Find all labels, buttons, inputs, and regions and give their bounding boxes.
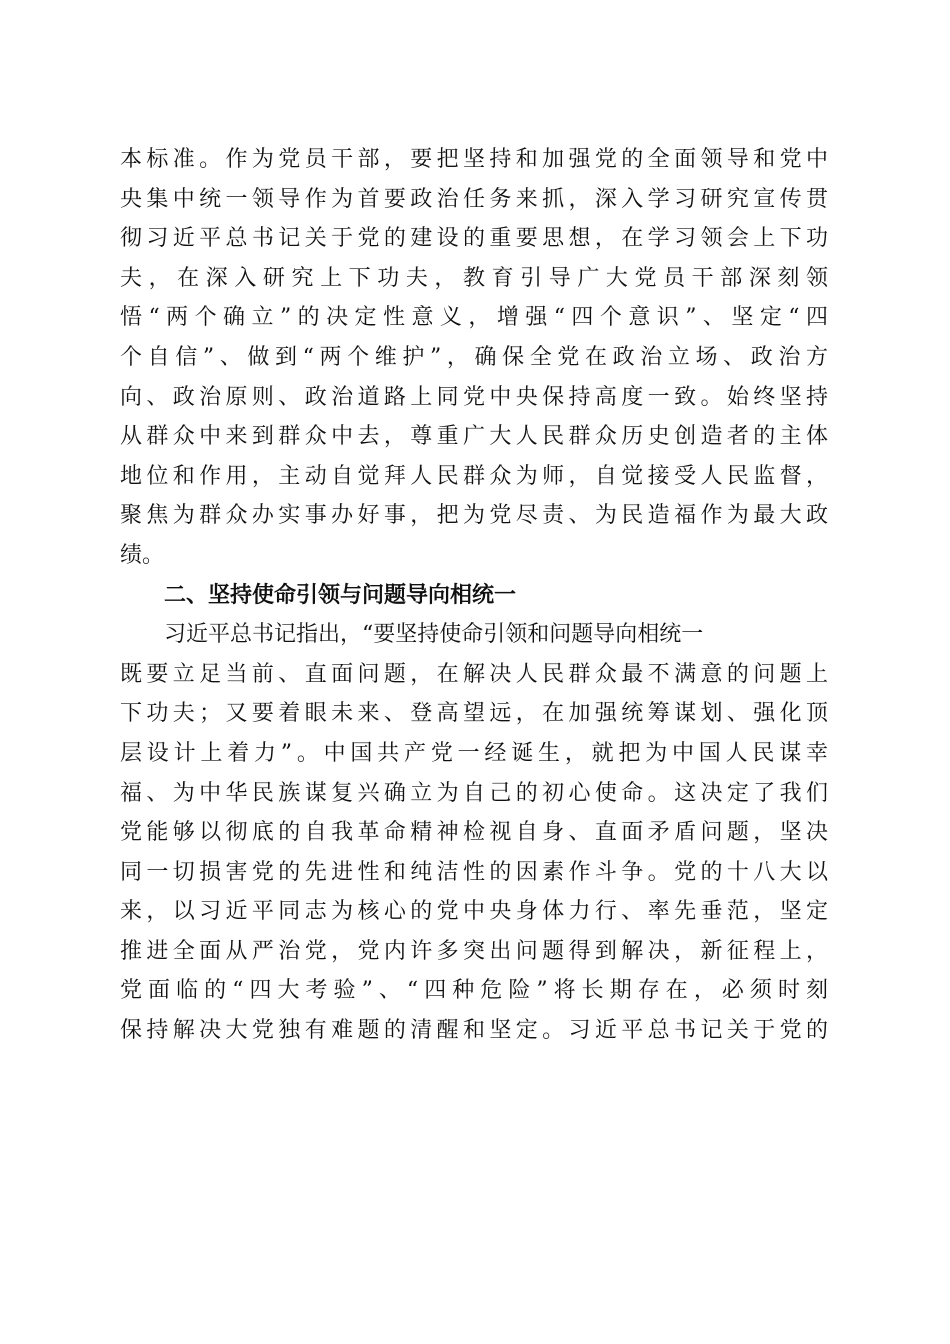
document-body bbox=[120, 140, 828, 1051]
paragraph-1-line: 从群众中来到群众中去，尊重广大人民群众历史创造者的主体 bbox=[120, 424, 828, 450]
paragraph-2-line: 层设计上着力”。中国共产党一经诞生，就把为中国人民谋幸 bbox=[120, 740, 828, 766]
paragraph-2-line: 党能够以彻底的自我革命精神检视自身、直面矛盾问题，坚决 bbox=[120, 820, 828, 846]
paragraph-1-line: 本标准。作为党员干部，要把坚持和加强党的全面领导和党中 bbox=[120, 147, 828, 172]
paragraph-1-line: 向、政治原则、政治道路上同党中央保持高度一致。始终坚持 bbox=[120, 384, 828, 410]
paragraph-2-line: 习近平总书记指出，“要坚持使命引领和问题导向相统一 bbox=[164, 622, 704, 648]
paragraph-1-line: 彻习近平总书记关于党的建设的重要思想，在学习领会上下功 bbox=[120, 226, 828, 252]
paragraph-1-line: 聚焦为群众办实事办好事，把为党尽责、为民造福作为最大政 bbox=[120, 503, 828, 529]
paragraph-1-line: 悟“两个确立”的决定性意义，增强“四个意识”、坚定“四 bbox=[120, 305, 828, 331]
paragraph-2-line: 福、为中华民族谋复兴确立为自己的初心使命。这决定了我们 bbox=[120, 780, 828, 806]
paragraph-2-line: 下功夫；又要着眼未来、登高望远，在加强统筹谋划、强化顶 bbox=[120, 701, 828, 727]
paragraph-1-line: 绩。 bbox=[120, 542, 165, 568]
paragraph-1-line: 央集中统一领导作为首要政治任务来抓，深入学习研究宣传贯 bbox=[120, 186, 828, 212]
paragraph-2-line: 来，以习近平同志为核心的党中央身体力行、率先垂范，坚定 bbox=[120, 899, 828, 925]
section-heading: 二、坚持使命引领与问题导向相统一 bbox=[164, 582, 517, 608]
paragraph-1-line: 个自信”、做到“两个维护”，确保全党在政治立场、政治方 bbox=[120, 344, 828, 370]
paragraph-2-line: 党面临的“四大考验”、“四种危险”将长期存在，必须时刻 bbox=[120, 978, 828, 1004]
paragraph-2-line: 既要立足当前、直面问题，在解决人民群众最不满意的问题上 bbox=[120, 661, 828, 687]
paragraph-2-line: 推进全面从严治党，党内许多突出问题得到解决，新征程上， bbox=[120, 938, 828, 964]
paragraph-1-line: 夫，在深入研究上下功夫，教育引导广大党员干部深刻领 bbox=[120, 265, 828, 291]
paragraph-2 bbox=[120, 615, 828, 1051]
paragraph-2-line: 保持解决大党独有难题的清醒和坚定。习近平总书记关于党的 bbox=[120, 1018, 828, 1044]
paragraph-1 bbox=[120, 140, 828, 576]
paragraph-1-line: 地位和作用，主动自觉拜人民群众为师，自觉接受人民监督， bbox=[120, 463, 828, 489]
paragraph-2-line: 同一切损害党的先进性和纯洁性的因素作斗争。党的十八大以 bbox=[120, 859, 828, 885]
